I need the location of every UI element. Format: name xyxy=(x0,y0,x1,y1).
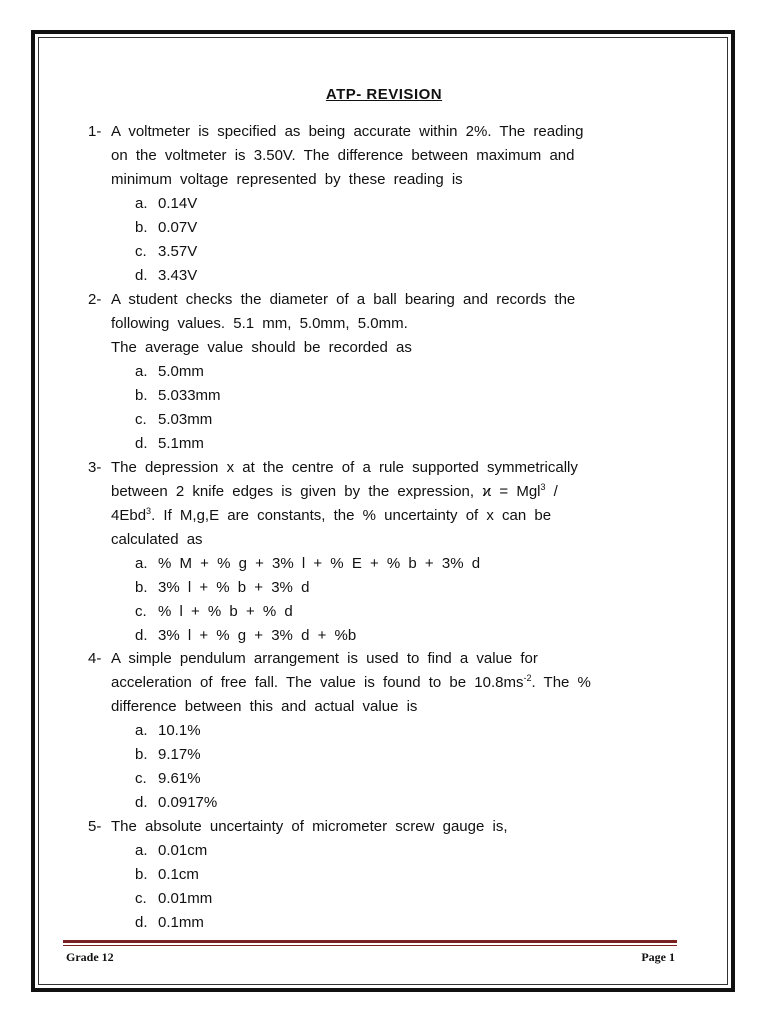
option-list xyxy=(135,719,648,815)
question-line: acceleration of free fall. The value is found to be $10.8ms^{-2}$. The % xyxy=(111,673,591,691)
question-line: on the voltmeter is 3.50V. The difference between maximum and xyxy=(111,147,575,164)
option-b: b. 0.1cm xyxy=(135,866,199,883)
question-text xyxy=(111,456,648,552)
question-line: The average value should be recorded as xyxy=(111,339,412,356)
question-line: between 2 knife edges is given by the expression, ϰ = Mgl$^3$ / xyxy=(111,482,558,500)
question-4 xyxy=(88,647,648,815)
question-text xyxy=(111,288,648,360)
footer-divider-thin xyxy=(63,945,677,946)
page-title: ATP- REVISION xyxy=(325,86,443,103)
option-c: c. 3.57V xyxy=(135,243,198,260)
question-line: The absolute uncertainty of micrometer screw gauge is, xyxy=(111,818,508,835)
footer-divider xyxy=(63,940,677,943)
option-a: a. % M + % g + 3% l + % E + % b + 3% d xyxy=(135,555,481,572)
option-d: d. 5.1mm xyxy=(135,435,204,452)
question-number: 4- xyxy=(88,650,102,667)
option-d: d. 3% l + % g + 3% d + %b xyxy=(135,627,357,644)
question-2 xyxy=(88,288,648,456)
footer-page-number: Page 1 xyxy=(641,950,675,964)
option-d: d. 0.0917% xyxy=(135,794,218,811)
question-line: A student checks the diameter of a ball bearing and records the xyxy=(111,291,576,308)
option-a: a. 5.0mm xyxy=(135,363,204,380)
question-line: following values. 5.1 mm, 5.0mm, 5.0mm. xyxy=(111,315,408,332)
option-list xyxy=(135,360,648,456)
question-line: calculated as xyxy=(111,531,203,548)
footer-grade: Grade 12 xyxy=(66,950,114,964)
option-b: b. 3% l + % b + 3% d xyxy=(135,579,310,596)
option-c: c. 0.01mm xyxy=(135,890,213,907)
question-number: 3- xyxy=(88,459,102,476)
option-d: d. 0.1mm xyxy=(135,914,204,931)
question-text xyxy=(111,647,648,719)
question-line: minimum voltage represented by these reading is xyxy=(111,171,463,188)
option-d: d. 3.43V xyxy=(135,267,198,284)
option-a: a. 0.01cm xyxy=(135,842,208,859)
question-text xyxy=(111,120,648,192)
option-a: a. 10.1% xyxy=(135,722,201,739)
question-line: A voltmeter is specified as being accurate within 2%. The reading xyxy=(111,123,584,140)
question-line: A simple pendulum arrangement is used to find a value for xyxy=(111,650,538,667)
question-3 xyxy=(88,456,648,648)
question-line: The depression x at the centre of a rule supported symmetrically xyxy=(111,459,578,476)
option-b: b. 9.17% xyxy=(135,746,201,763)
question-number: 2- xyxy=(88,291,102,308)
question-5 xyxy=(88,815,648,935)
question-1 xyxy=(88,120,648,288)
question-number: 1- xyxy=(88,123,102,140)
option-a: a. 0.14V xyxy=(135,195,198,212)
question-line: 4Ebd$^3$. If M,g,E are constants, the % uncertainty of x can be xyxy=(111,506,552,524)
option-list xyxy=(135,552,648,648)
option-list xyxy=(135,192,648,288)
option-b: b. 5.033mm xyxy=(135,387,221,404)
option-list xyxy=(135,839,648,935)
question-line: difference between this and actual value is xyxy=(111,698,418,715)
option-c: c. 5.03mm xyxy=(135,411,213,428)
option-c: c. % l + % b + % d xyxy=(135,603,293,620)
option-b: b. 0.07V xyxy=(135,219,198,236)
question-text xyxy=(111,815,648,839)
option-c: c. 9.61% xyxy=(135,770,201,787)
question-number: 5- xyxy=(88,818,102,835)
